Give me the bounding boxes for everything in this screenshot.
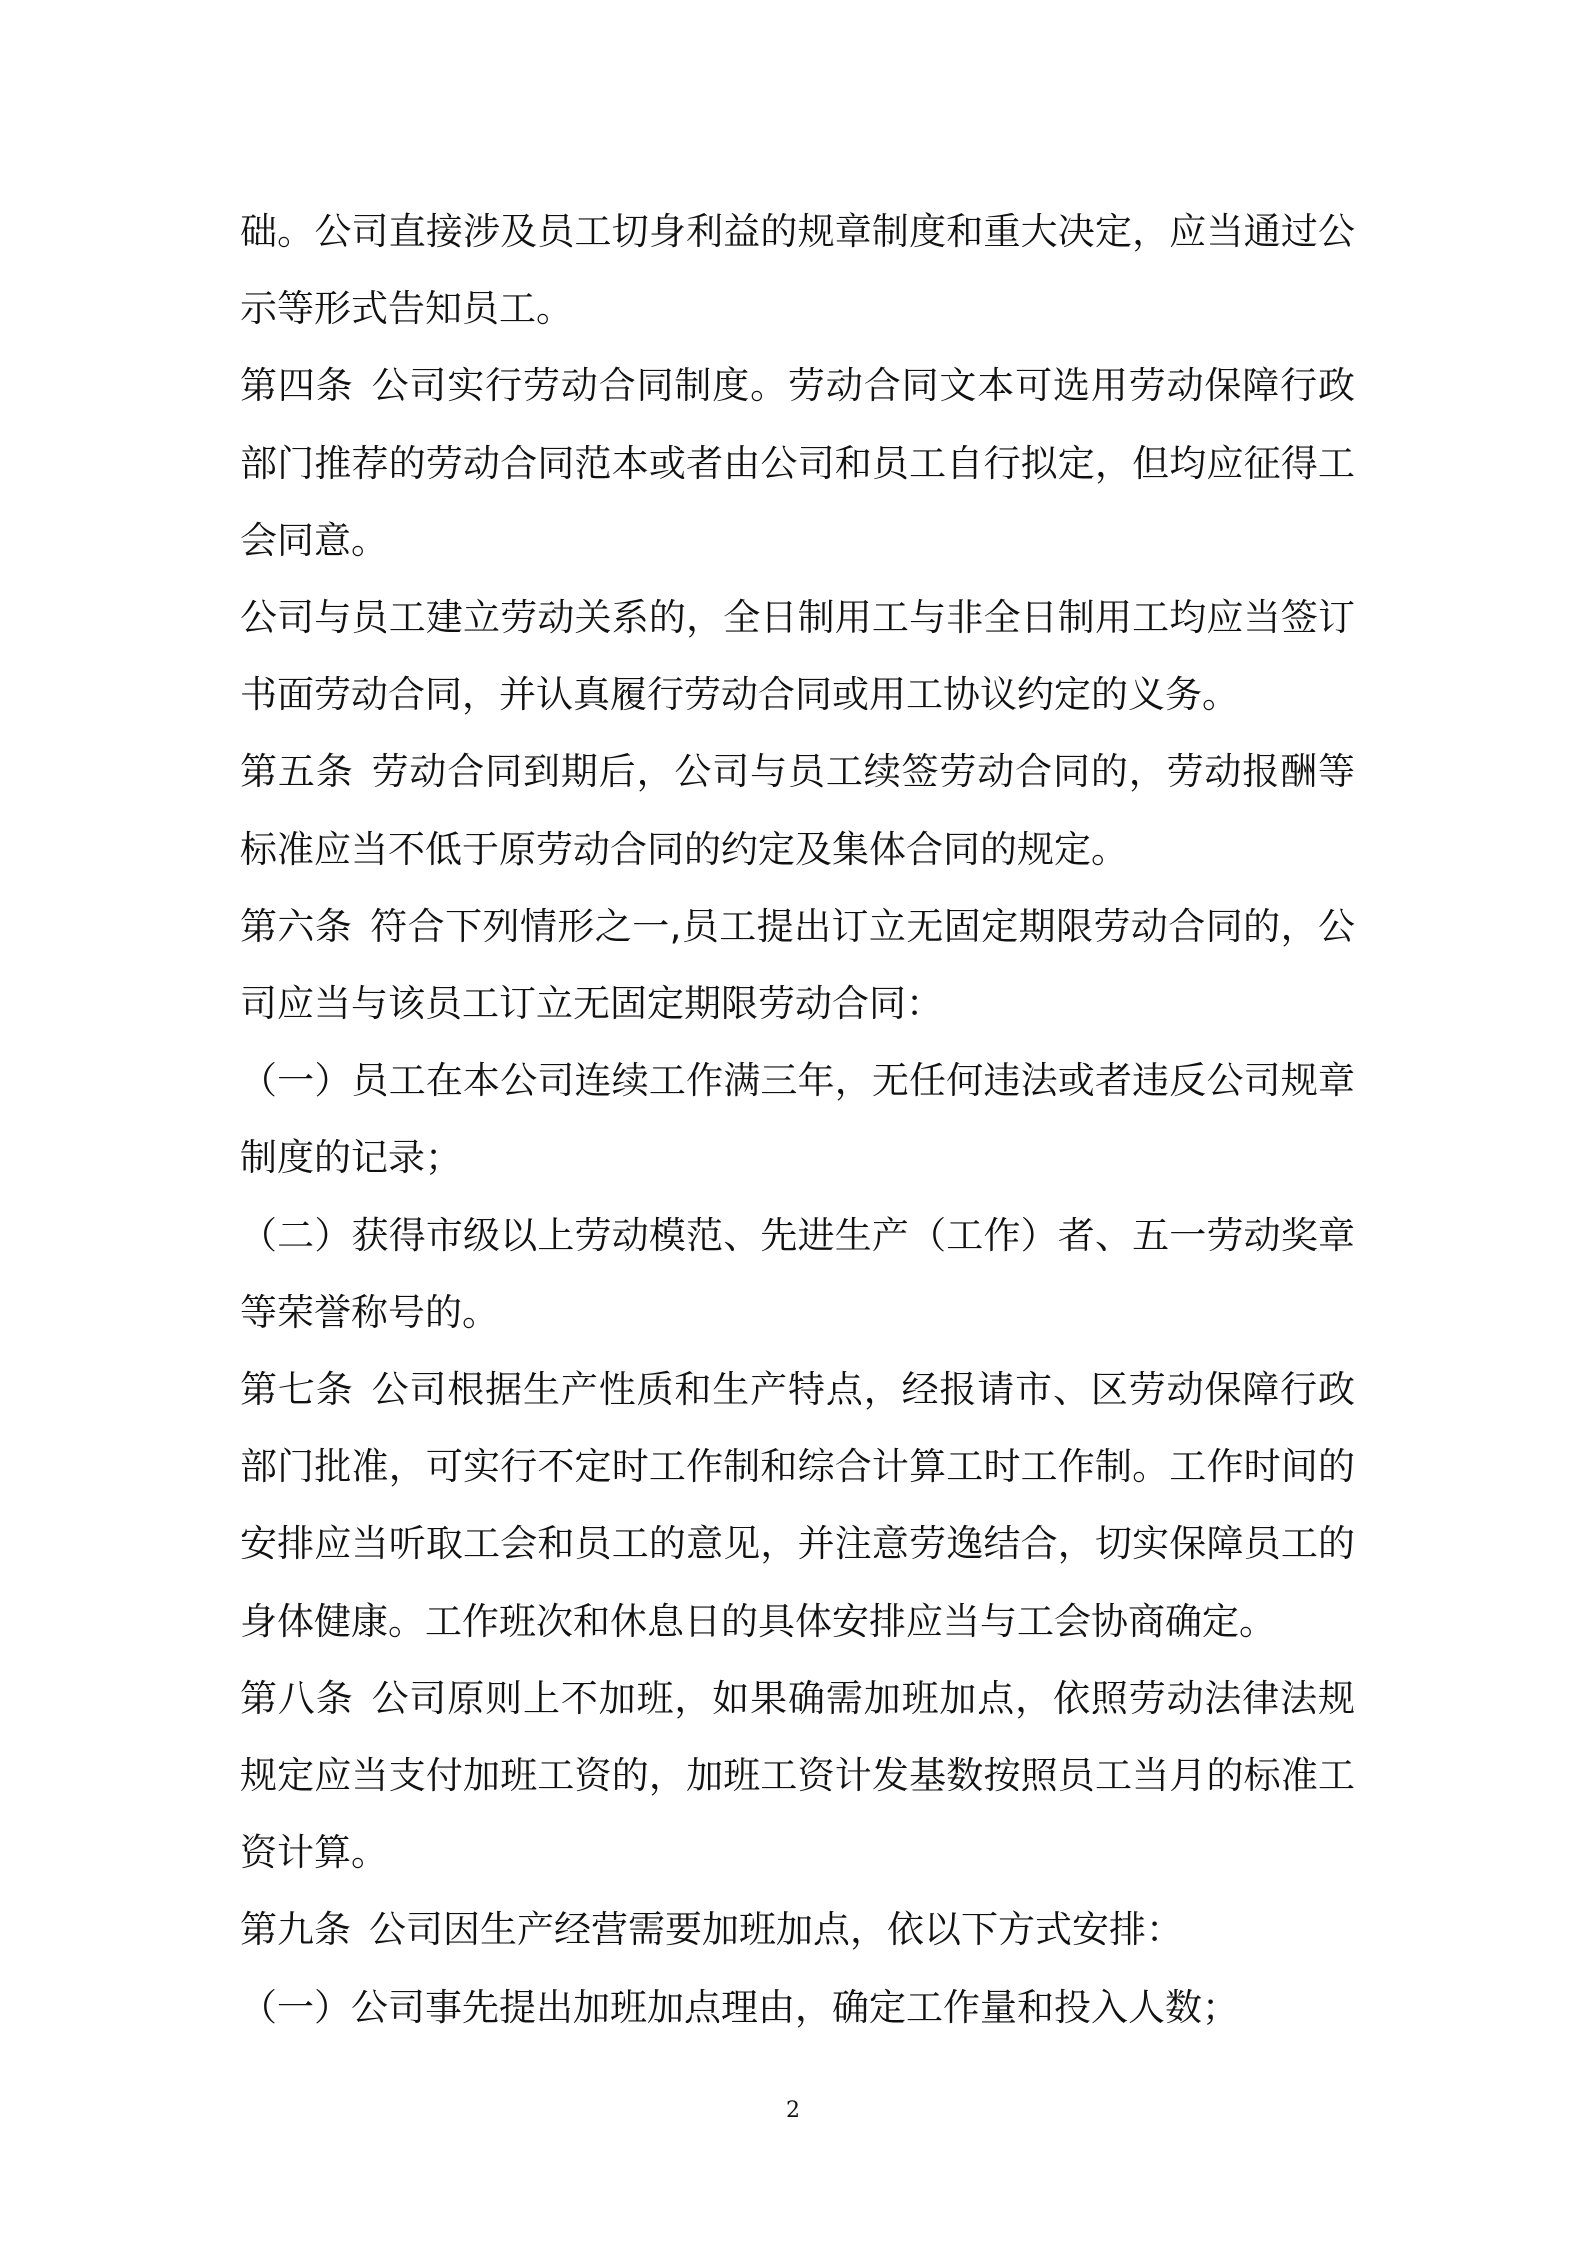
paragraph-text: 公司因生产经营需要加班加点，依以下方式安排：: [369, 1908, 1183, 1952]
article-heading: 第七条: [240, 1368, 354, 1412]
article-9: [240, 1891, 1355, 1968]
article-7: [240, 1351, 1355, 1660]
article-heading: 第八条: [240, 1676, 354, 1720]
paragraph-text: 公司实行劳动合同制度。劳动合同文本可选用劳动保障行政部门推荐的劳动合同范本或者由公司和员工自行拟定，但均应征得工会同意。: [240, 364, 1356, 562]
article-8: [240, 1660, 1355, 1892]
list-item-text: （一）员工在本公司连续工作满三年，无任何违法或者违反公司规章制度的记录；: [240, 1059, 1355, 1180]
paragraph-text: 符合下列情形之一,员工提出订立无固定期限劳动合同的，公司应当与该员工订立无固定期限劳动合同：: [240, 904, 1355, 1026]
paragraph-text: 公司根据生产性质和生产特点，经报请市、区劳动保障行政部门批准，可实行不定时工作制和综合计算工时工作制。工作时间的安排应当听取工会和员工的意见，并注意劳逸结合，切实保障员工的身体健康。工作班次和休息日的具体安排应当与工会协商确定。: [240, 1368, 1356, 1643]
article-4-paragraph-2: [240, 579, 1355, 733]
list-item-text: （二）获得市级以上劳动模范、先进生产（工作）者、五一劳动奖章等荣誉称号的。: [240, 1213, 1355, 1334]
article-4: [240, 347, 1355, 579]
article-heading: 第六条: [240, 904, 353, 948]
article-6-item-1: [240, 1042, 1355, 1196]
paragraph-text: 劳动合同到期后，公司与员工续签劳动合同的，劳动报酬等标准应当不低于原劳动合同的约定及集体合同的规定。: [240, 750, 1356, 871]
paragraph-continuation: [240, 193, 1355, 347]
article-5: [240, 733, 1355, 887]
article-6-item-2: [240, 1197, 1355, 1351]
article-heading: 第九条: [240, 1908, 351, 1952]
article-heading: 第五条: [240, 750, 354, 794]
article-6: [240, 888, 1355, 1042]
paragraph-text: 公司与员工建立劳动关系的，全日制用工与非全日制用工均应当签订书面劳动合同，并认真履行劳动合同或用工协议约定的义务。: [240, 596, 1355, 717]
article-9-item-1: [240, 1969, 1355, 2046]
paragraph-text: 础。公司直接涉及员工切身利益的规章制度和重大决定，应当通过公示等形式告知员工。: [240, 210, 1355, 331]
article-heading: 第四条: [240, 364, 354, 408]
list-item-text: （一）公司事先提出加班加点理由，确定工作量和投入人数；: [240, 1985, 1239, 2029]
document-body: [240, 193, 1355, 2046]
page-number: 2: [786, 2098, 800, 2123]
paragraph-text: 公司原则上不加班，如果确需加班加点，依照劳动法律法规规定应当支付加班工资的，加班工资计发基数按照员工当月的标准工资计算。: [240, 1676, 1356, 1875]
